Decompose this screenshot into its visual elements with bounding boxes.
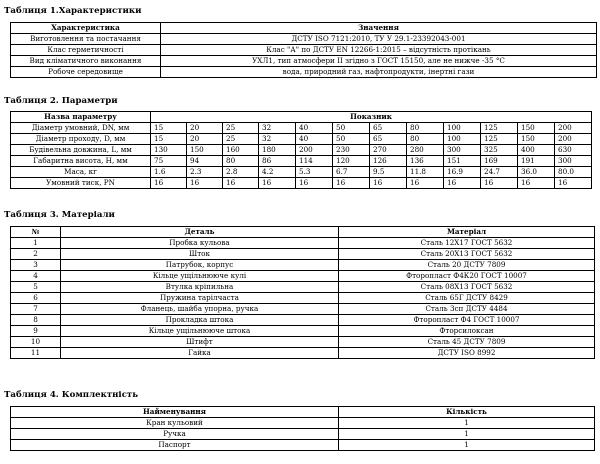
part-material: Сталь 20Х13 ГОСТ 5632 [339, 249, 595, 260]
parameters-table [10, 111, 592, 189]
parameter-value: 4.2 [259, 167, 296, 178]
parameter-value: 32 [259, 134, 296, 145]
table-row [11, 56, 597, 67]
parameter-value: 15 [151, 134, 187, 145]
table-row [11, 67, 597, 78]
parameter-value: 130 [151, 145, 187, 156]
parameter-value: 630 [555, 145, 592, 156]
characteristic-name: Виготовлення та постачання [11, 34, 161, 45]
column-header: Значення [161, 23, 597, 34]
table-header-row [11, 112, 592, 123]
parameter-value: 16 [223, 178, 259, 189]
parameter-value: 9.5 [370, 167, 407, 178]
parameter-value: 150 [518, 134, 555, 145]
parameter-value: 114 [296, 156, 333, 167]
parameter-name: Умовний тиск, PN [11, 178, 151, 189]
item-quantity: 1 [339, 418, 595, 429]
part-number: 6 [11, 293, 61, 304]
parameter-value: 191 [518, 156, 555, 167]
part-name: Кільце ущільнююче штока [61, 326, 339, 337]
parameter-value: 160 [223, 145, 259, 156]
table-header-row [11, 407, 595, 418]
part-number: 7 [11, 304, 61, 315]
characteristic-value: Клас "А" по ДСТУ EN 12266-1:2015 – відсутність протікань [161, 45, 597, 56]
part-name: Втулка кріпильна [61, 282, 339, 293]
part-material: Сталь 12Х17 ГОСТ 5632 [339, 238, 595, 249]
parameter-value: 100 [444, 134, 481, 145]
parameter-value: 325 [481, 145, 518, 156]
materials-table [10, 226, 595, 359]
table-row [11, 156, 592, 167]
table3-caption: Таблиця 3. Матеріали [4, 210, 115, 220]
parameter-value: 50 [333, 123, 370, 134]
parameter-value: 16 [518, 178, 555, 189]
part-number: 3 [11, 260, 61, 271]
parameter-value: 16 [333, 178, 370, 189]
part-number: 9 [11, 326, 61, 337]
item-name: Кран кульовий [11, 418, 339, 429]
parameter-value: 20 [187, 123, 223, 134]
characteristic-value: ДСТУ ISO 7121:2010, ТУ У 29.1-23392043-001 [161, 34, 597, 45]
characteristic-value: УХЛ1, тип атмосфери ІІ згідно з ГОСТ 15150, але не нижче -35 °С [161, 56, 597, 67]
parameter-value: 16 [407, 178, 444, 189]
parameter-value: 150 [187, 145, 223, 156]
part-material: Сталь 45 ДСТУ 7809 [339, 337, 595, 348]
table-row [11, 45, 597, 56]
part-material: Сталь 20 ДСТУ 7809 [339, 260, 595, 271]
parameter-value: 100 [444, 123, 481, 134]
characteristic-name: Вид кліматичного виконання [11, 56, 161, 67]
part-material: Сталь 65Г ДСТУ 8429 [339, 293, 595, 304]
column-header: Деталь [61, 227, 339, 238]
table-row [11, 178, 592, 189]
parameter-value: 120 [333, 156, 370, 167]
parameter-name: Будівельна довжина, L, мм [11, 145, 151, 156]
column-header: Характеристика [11, 23, 161, 34]
parameter-value: 86 [259, 156, 296, 167]
parameter-value: 126 [370, 156, 407, 167]
parameter-value: 2.3 [187, 167, 223, 178]
parameter-value: 169 [481, 156, 518, 167]
part-name: Фланець, шайба упорна, ручка [61, 304, 339, 315]
characteristic-name: Клас герметичності [11, 45, 161, 56]
table-row [11, 326, 595, 337]
column-header: Назва параметру [11, 112, 151, 123]
part-material: Сталь 3сп ДСТУ 4484 [339, 304, 595, 315]
parameter-value: 15 [151, 123, 187, 134]
parameter-value: 125 [481, 123, 518, 134]
parameter-value: 80 [407, 134, 444, 145]
part-name: Шток [61, 249, 339, 260]
parameter-value: 400 [518, 145, 555, 156]
part-name: Штифт [61, 337, 339, 348]
parameter-value: 32 [259, 123, 296, 134]
column-header: Матеріал [339, 227, 595, 238]
part-name: Гайка [61, 348, 339, 359]
parameter-value: 5.3 [296, 167, 333, 178]
parameter-value: 125 [481, 134, 518, 145]
parameter-value: 16 [259, 178, 296, 189]
table-row [11, 271, 595, 282]
part-number: 10 [11, 337, 61, 348]
parameter-value: 40 [296, 123, 333, 134]
parameter-value: 6.7 [333, 167, 370, 178]
completeness-table [10, 406, 595, 451]
table-header-row [11, 227, 595, 238]
table-row [11, 337, 595, 348]
table-row [11, 34, 597, 45]
part-number: 1 [11, 238, 61, 249]
characteristic-name: Робоче середовище [11, 67, 161, 78]
table-row [11, 315, 595, 326]
table-row [11, 293, 595, 304]
parameter-value: 180 [259, 145, 296, 156]
parameter-name: Діаметр проходу, D, мм [11, 134, 151, 145]
parameter-value: 80.0 [555, 167, 592, 178]
column-header: Найменування [11, 407, 339, 418]
parameter-value: 25 [223, 134, 259, 145]
table-row [11, 123, 592, 134]
part-number: 5 [11, 282, 61, 293]
table-row [11, 260, 595, 271]
table-row [11, 249, 595, 260]
parameter-value: 16 [444, 178, 481, 189]
parameter-value: 270 [370, 145, 407, 156]
parameter-value: 40 [296, 134, 333, 145]
part-material: Фторсилоксан [339, 326, 595, 337]
table-row [11, 304, 595, 315]
parameter-value: 94 [187, 156, 223, 167]
parameter-value: 200 [296, 145, 333, 156]
parameter-value: 2.8 [223, 167, 259, 178]
parameter-name: Діаметр умовний, DN, мм [11, 123, 151, 134]
table-row [11, 418, 595, 429]
part-material: ДСТУ ISO 8992 [339, 348, 595, 359]
table-row [11, 145, 592, 156]
part-name: Патрубок, корпус [61, 260, 339, 271]
part-number: 2 [11, 249, 61, 260]
part-number: 11 [11, 348, 61, 359]
item-name: Паспорт [11, 440, 339, 451]
item-quantity: 1 [339, 440, 595, 451]
item-quantity: 1 [339, 429, 595, 440]
table-row [11, 134, 592, 145]
part-name: Пружина тарілчаста [61, 293, 339, 304]
column-header: Показник [151, 112, 592, 123]
table2-caption: Таблиця 2. Параметри [4, 96, 118, 106]
item-name: Ручка [11, 429, 339, 440]
parameter-value: 300 [555, 156, 592, 167]
parameter-value: 300 [444, 145, 481, 156]
parameter-value: 75 [151, 156, 187, 167]
part-material: Фторопласт Ф4К20 ГОСТ 10007 [339, 271, 595, 282]
parameter-value: 11.8 [407, 167, 444, 178]
characteristic-value: вода, природний газ, нафтопродукти, інертні гази [161, 67, 597, 78]
table-row [11, 282, 595, 293]
parameter-value: 16.9 [444, 167, 481, 178]
parameter-value: 280 [407, 145, 444, 156]
parameter-value: 80 [407, 123, 444, 134]
parameter-value: 65 [370, 123, 407, 134]
parameter-value: 36.0 [518, 167, 555, 178]
parameter-value: 24.7 [481, 167, 518, 178]
table-row [11, 440, 595, 451]
table-row [11, 238, 595, 249]
parameter-name: Маса, кг [11, 167, 151, 178]
column-header: Кількість [339, 407, 595, 418]
table-row [11, 167, 592, 178]
parameter-value: 150 [518, 123, 555, 134]
parameter-value: 151 [444, 156, 481, 167]
part-material: Сталь 08Х13 ГОСТ 5632 [339, 282, 595, 293]
parameter-value: 230 [333, 145, 370, 156]
part-name: Прокладка штока [61, 315, 339, 326]
parameter-value: 25 [223, 123, 259, 134]
parameter-value: 1.6 [151, 167, 187, 178]
parameter-value: 50 [333, 134, 370, 145]
parameter-value: 16 [370, 178, 407, 189]
characteristics-table [10, 22, 597, 78]
table1-caption: Таблиця 1.Характеристики [4, 6, 142, 16]
parameter-value: 16 [187, 178, 223, 189]
parameter-value: 80 [223, 156, 259, 167]
table-row [11, 429, 595, 440]
parameter-value: 16 [296, 178, 333, 189]
parameter-value: 200 [555, 134, 592, 145]
part-name: Пробка кульова [61, 238, 339, 249]
table4-caption: Таблиця 4. Комплектність [4, 390, 139, 400]
table-header-row [11, 23, 597, 34]
parameter-value: 20 [187, 134, 223, 145]
parameter-name: Габаритна висота, H, мм [11, 156, 151, 167]
part-name: Кільце ущільнююче кулі [61, 271, 339, 282]
parameter-value: 200 [555, 123, 592, 134]
table-row [11, 348, 595, 359]
part-number: 8 [11, 315, 61, 326]
column-header: № [11, 227, 61, 238]
part-material: Фторопласт Ф4 ГОСТ 10007 [339, 315, 595, 326]
parameter-value: 65 [370, 134, 407, 145]
parameter-value: 16 [151, 178, 187, 189]
part-number: 4 [11, 271, 61, 282]
parameter-value: 16 [555, 178, 592, 189]
parameter-value: 16 [481, 178, 518, 189]
parameter-value: 136 [407, 156, 444, 167]
